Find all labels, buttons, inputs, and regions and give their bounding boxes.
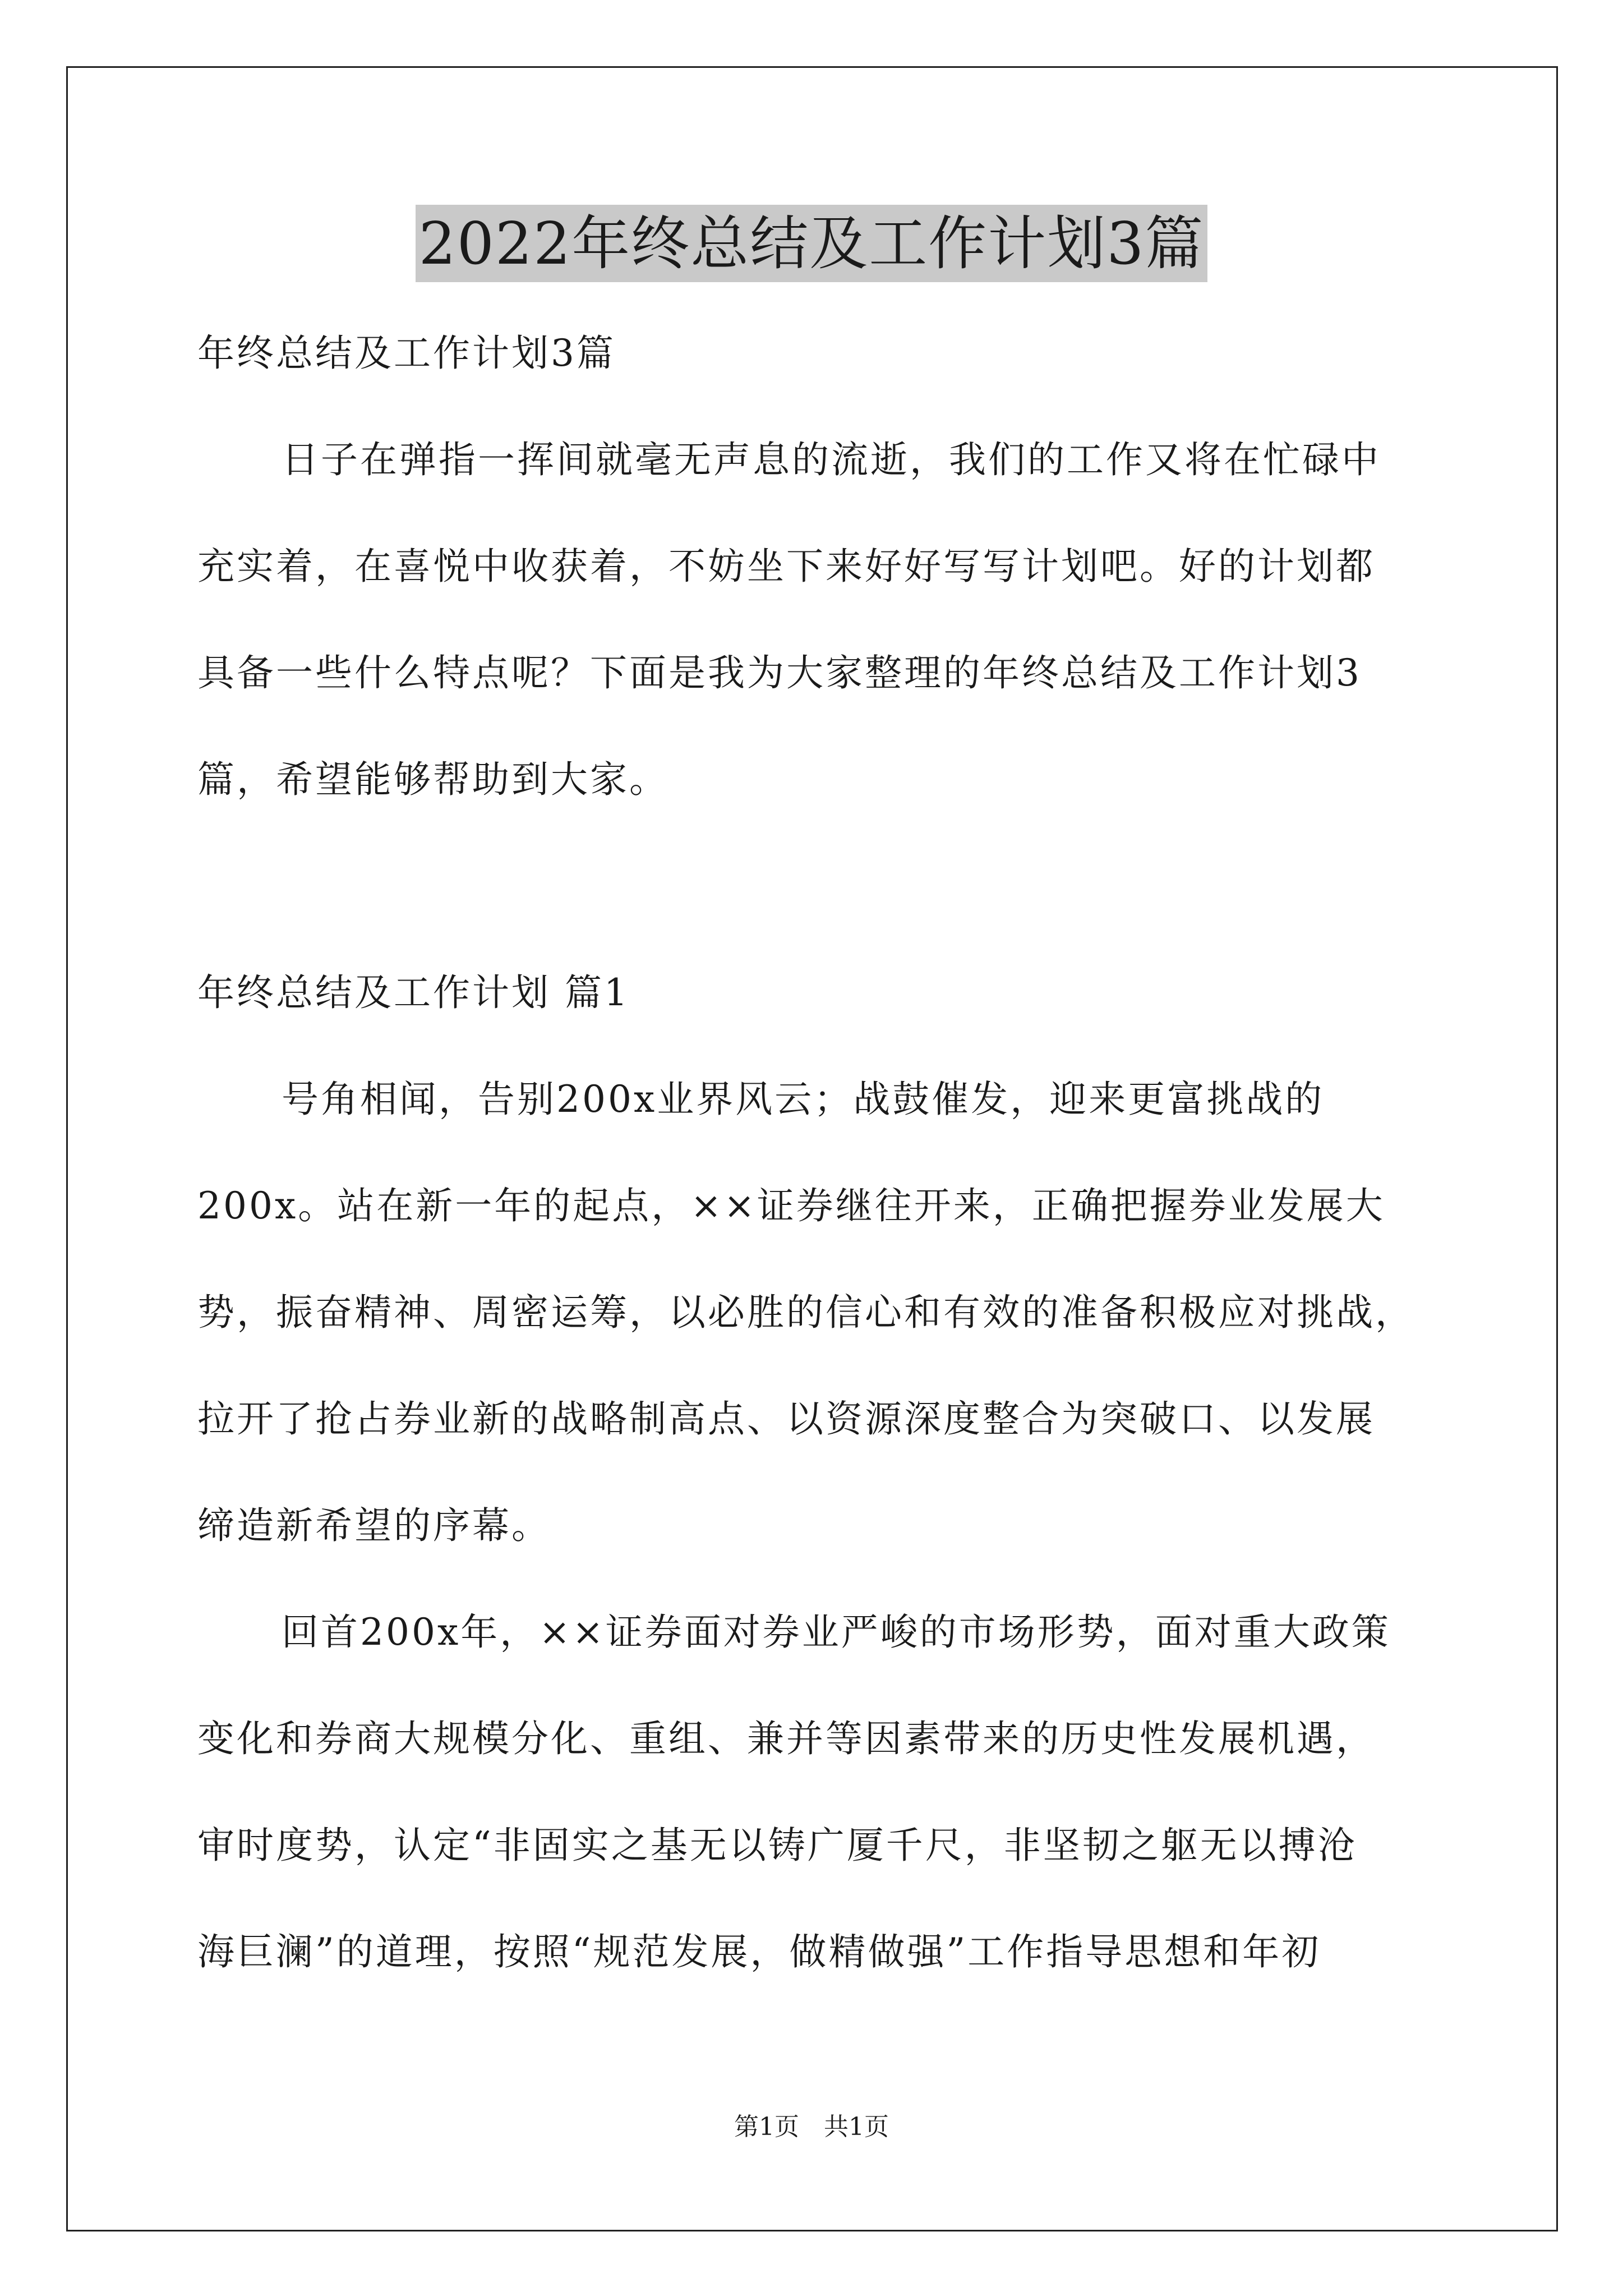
document-title: 2022年终总结及工作计划3篇 — [416, 205, 1208, 282]
paragraph-line: 回首200x年，××证券面对券业严峻的市场形势，面对重大政策 — [282, 1611, 1391, 1654]
paragraph-line: 拉开了抢占券业新的战略制高点、以资源深度整合为突破口、以发展 — [197, 1397, 1375, 1441]
title-container — [0, 205, 1623, 282]
page-footer: 第1页 共1页 — [734, 2113, 889, 2141]
paragraph-line: 势，振奋精神、周密运筹，以必胜的信心和有效的准备积极应对挑战， — [197, 1291, 1414, 1334]
paragraph-line: 篇，希望能够帮助到大家。 — [197, 758, 668, 801]
paragraph-line: 200x。站在新一年的起点，××证券继往开来，正确把握券业发展大 — [197, 1184, 1385, 1227]
paragraph-line: 海巨澜”的道理，按照“规范发展，做精做强”工作指导思想和年初 — [197, 1930, 1321, 1973]
paragraph-line: 审时度势，认定“非固实之基无以铸广厦千尺，非坚韧之躯无以搏沧 — [197, 1824, 1357, 1867]
paragraph-line: 具备一些什么特点呢？下面是我为大家整理的年终总结及工作计划3 — [197, 651, 1362, 694]
subtitle-line: 年终总结及工作计划3篇 — [197, 332, 616, 375]
paragraph-line: 号角相闻，告别200x业界风云；战鼓催发，迎来更富挑战的 — [282, 1078, 1325, 1121]
section-heading: 年终总结及工作计划 篇1 — [197, 971, 630, 1014]
paragraph-line: 变化和券商大规模分化、重组、兼并等因素带来的历史性发展机遇， — [197, 1717, 1375, 1760]
paragraph-line: 缔造新希望的序幕。 — [197, 1504, 551, 1547]
paragraph-line: 日子在弹指一挥间就毫无声息的流逝，我们的工作又将在忙碌中 — [282, 438, 1381, 481]
paragraph-line: 充实着，在喜悦中收获着，不妨坐下来好好写写计划吧。好的计划都 — [197, 545, 1375, 588]
blank-line — [197, 833, 1454, 940]
document-body — [197, 300, 1454, 2005]
